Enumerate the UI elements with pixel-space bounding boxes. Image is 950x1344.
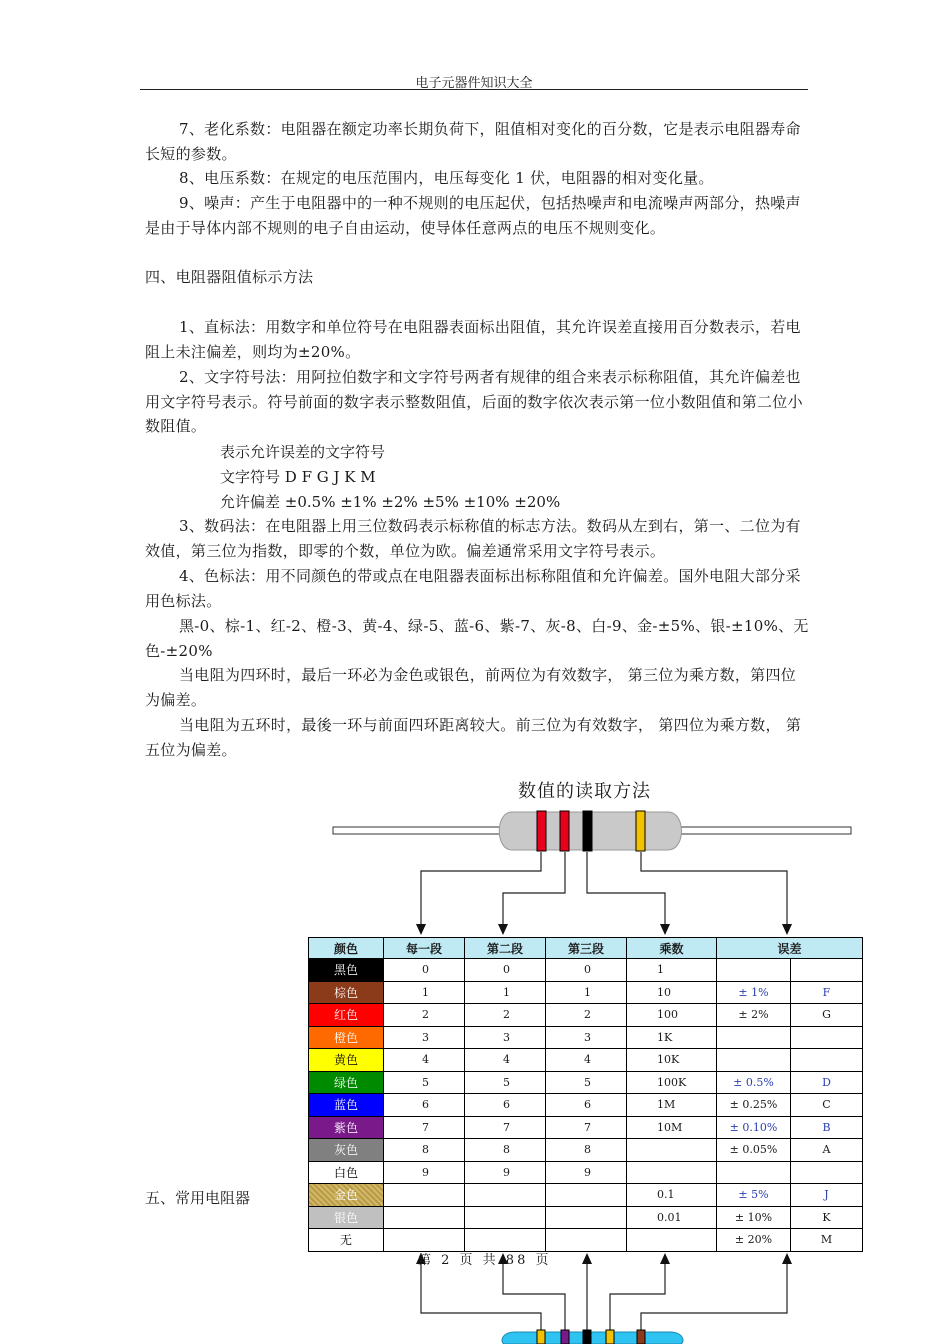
color-name-cell: 红色 (309, 1004, 384, 1027)
tolerance-cell (717, 1049, 791, 1072)
band2-cell: 6 (465, 1094, 546, 1117)
header-multiplier: 乘数 (627, 938, 717, 959)
color-name-cell: 金色 (309, 1184, 384, 1207)
sub-line-tolerances: 允许偏差 ±0.5% ±1% ±2% ±5% ±10% ±20% (220, 493, 561, 511)
header-band3: 第三段 (546, 938, 627, 959)
tolerance-code-cell: B (791, 1116, 863, 1139)
table-row (309, 981, 863, 1004)
tolerance-cell: ± 20% (717, 1229, 791, 1252)
band1-cell: 2 (384, 1004, 465, 1027)
multiplier-cell: 10 (627, 981, 717, 1004)
color-name-cell: 黑色 (309, 959, 384, 982)
band1-cell: 4 (384, 1049, 465, 1072)
para-code-method: 3、数码法：在电阻器上用三位数码表示标称值的标志方法。数码从左到右，第一、二位为有效值，第三位为指数，即零的个数，单位为欧。偏差通常采用文字符号表示。 (145, 517, 801, 560)
band3-cell: 5 (546, 1071, 627, 1094)
multiplier-cell: 1 (627, 959, 717, 982)
band2-cell: 3 (465, 1026, 546, 1049)
band2-cell: 8 (465, 1139, 546, 1162)
tolerance-cell (717, 1026, 791, 1049)
band2-cell: 5 (465, 1071, 546, 1094)
color-name-cell: 银色 (309, 1206, 384, 1229)
para-five-band: 当电阻为五环时，最後一环与前面四环距离较大。前三位为有效数字， 第四位为乘方数， 第五位为偏差。 (145, 716, 802, 759)
para-voltage-coefficient: 8、电压系数：在规定的电压范围内，电压每变化 1 伏，电阻器的相对变化量。 (179, 169, 714, 187)
color-name-cell: 蓝色 (309, 1094, 384, 1117)
band2-cell: 4 (465, 1049, 546, 1072)
tolerance-code-cell (791, 1049, 863, 1072)
band3-cell (546, 1229, 627, 1252)
table-header-row (309, 938, 863, 959)
para-color-list: 黑-0、棕-1、红-2、橙-3、黄-4、绿-5、蓝-6、紫-7、灰-8、白-9、金-±5%、银-±10%、无色-±20% (145, 617, 809, 660)
table-row (309, 1049, 863, 1072)
sub-line-symbols: 文字符号 D F G J K M (220, 468, 376, 486)
resistor-4-band (333, 811, 851, 851)
band3-cell: 2 (546, 1004, 627, 1027)
band3-cell: 6 (546, 1094, 627, 1117)
band3-cell: 1 (546, 981, 627, 1004)
table-row (309, 1071, 863, 1094)
tolerance-cell: ± 5% (717, 1184, 791, 1207)
tolerance-cell (717, 1161, 791, 1184)
color-code-table (308, 937, 863, 1252)
page-footer: 第 2 页 共 88 页 (418, 1253, 552, 1268)
band2-cell (465, 1184, 546, 1207)
tolerance-code-cell: D (791, 1071, 863, 1094)
color-name-cell: 无 (309, 1229, 384, 1252)
color-name-cell: 黄色 (309, 1049, 384, 1072)
band3-cell: 8 (546, 1139, 627, 1162)
table-row (309, 1026, 863, 1049)
multiplier-cell: 10K (627, 1049, 717, 1072)
multiplier-cell: 10M (627, 1116, 717, 1139)
multiplier-cell: 100 (627, 1004, 717, 1027)
tolerance-code-cell (791, 1026, 863, 1049)
color-name-cell: 橙色 (309, 1026, 384, 1049)
arrow-lines-bottom (421, 1262, 787, 1335)
tolerance-code-cell: K (791, 1206, 863, 1229)
band2-cell: 0 (465, 959, 546, 982)
tolerance-cell: ± 1% (717, 981, 791, 1004)
tolerance-code-cell: F (791, 981, 863, 1004)
multiplier-cell (627, 1229, 717, 1252)
band3-cell: 0 (546, 959, 627, 982)
band3-cell: 9 (546, 1161, 627, 1184)
section-heading-4: 四、电阻器阻值标示方法 (145, 268, 314, 286)
band3-cell (546, 1206, 627, 1229)
table-row (309, 1229, 863, 1252)
band2-cell (465, 1206, 546, 1229)
resistor-band-1 (537, 811, 546, 851)
para-symbol-method: 2、文字符号法：用阿拉伯数字和文字符号两者有规律的组合来表示标称阻值，其允许偏差也用文字符号表示。符号前面的数字表示整数阻值，后面的数字依次表示第一位小数阻值和第二位小数阻值。 (145, 368, 803, 436)
header-band2: 第二段 (465, 938, 546, 959)
multiplier-cell: 100K (627, 1071, 717, 1094)
multiplier-cell (627, 1139, 717, 1162)
para-noise: 9、噪声：产生于电阻器中的一种不规则的电压起伏，包括热噪声和电流噪声两部分，热噪声是由于导体内部不规则的电子自由运动，使导体任意两点的电压不规则变化。 (145, 194, 801, 237)
band2-cell (465, 1229, 546, 1252)
resistor-band-2 (560, 811, 569, 851)
tolerance-cell: ± 2% (717, 1004, 791, 1027)
color-name-cell: 紫色 (309, 1116, 384, 1139)
arrow-heads-top (416, 924, 792, 935)
band1-cell (384, 1206, 465, 1229)
band1-cell: 8 (384, 1139, 465, 1162)
color-name-cell: 白色 (309, 1161, 384, 1184)
tolerance-cell: ± 0.05% (717, 1139, 791, 1162)
band3-cell: 7 (546, 1116, 627, 1139)
band3-cell (546, 1184, 627, 1207)
table-row (309, 1116, 863, 1139)
resistor5-band-5 (637, 1330, 645, 1344)
resistor5-band-3 (583, 1330, 591, 1344)
band1-cell: 3 (384, 1026, 465, 1049)
band1-cell: 0 (384, 959, 465, 982)
resistor-band-4 (636, 811, 645, 851)
tolerance-cell: ± 0.25% (717, 1094, 791, 1117)
para-four-band: 当电阻为四环时，最后一环必为金色或银色，前两位为有效数字， 第三位为乘方数，第四位为偏差。 (145, 666, 797, 709)
band3-cell: 4 (546, 1049, 627, 1072)
band3-cell: 3 (546, 1026, 627, 1049)
header-band1: 每一段 (384, 938, 465, 959)
band2-cell: 1 (465, 981, 546, 1004)
figure-title: 数值的读取方法 (518, 781, 651, 802)
page-header-title: 电子元器件知识大全 (415, 76, 533, 91)
band1-cell (384, 1229, 465, 1252)
para-color-method: 4、色标法：用不同颜色的带或点在电阻器表面标出标称阻值和允许偏差。国外电阻大部分采用色标法。 (145, 567, 801, 610)
band2-cell: 7 (465, 1116, 546, 1139)
section-heading-5: 五、常用电阻器 (145, 1189, 251, 1207)
band1-cell: 1 (384, 981, 465, 1004)
multiplier-cell: 1M (627, 1094, 717, 1117)
resistor-5-band (502, 1330, 683, 1344)
multiplier-cell: 0.1 (627, 1184, 717, 1207)
band1-cell: 6 (384, 1094, 465, 1117)
tolerance-code-cell (791, 959, 863, 982)
band1-cell (384, 1184, 465, 1207)
multiplier-cell: 0.01 (627, 1206, 717, 1229)
band1-cell: 5 (384, 1071, 465, 1094)
tolerance-cell: ± 0.10% (717, 1116, 791, 1139)
color-name-cell: 绿色 (309, 1071, 384, 1094)
header-color: 颜色 (309, 938, 384, 959)
para-direct-method: 1、直标法：用数字和单位符号在电阻器表面标出阻值，其允许误差直接用百分数表示，若电阻上未注偏差，则均为±20%。 (145, 318, 801, 361)
tolerance-cell: ± 0.5% (717, 1071, 791, 1094)
tolerance-code-cell: C (791, 1094, 863, 1117)
para-aging-coefficient: 7、老化系数：电阻器在额定功率长期负荷下，阻值相对变化的百分数，它是表示电阻器寿命长短的参数。 (145, 120, 801, 163)
multiplier-cell: 1K (627, 1026, 717, 1049)
table-row (309, 1206, 863, 1229)
tolerance-code-cell: M (791, 1229, 863, 1252)
resistor5-band-2 (561, 1330, 569, 1344)
table-row (309, 1161, 863, 1184)
band2-cell: 2 (465, 1004, 546, 1027)
band1-cell: 9 (384, 1161, 465, 1184)
color-name-cell: 灰色 (309, 1139, 384, 1162)
tolerance-cell: ± 10% (717, 1206, 791, 1229)
tolerance-code-cell: A (791, 1139, 863, 1162)
resistor5-band-4 (606, 1330, 614, 1344)
resistor5-band-1 (537, 1330, 545, 1344)
table-row (309, 959, 863, 982)
color-name-cell: 棕色 (309, 981, 384, 1004)
header-tolerance: 误差 (717, 938, 863, 959)
band1-cell: 7 (384, 1116, 465, 1139)
tolerance-code-cell: G (791, 1004, 863, 1027)
band2-cell: 9 (465, 1161, 546, 1184)
table-row (309, 1184, 863, 1207)
table-row (309, 1094, 863, 1117)
arrow-lines-top (421, 852, 787, 925)
tolerance-cell (717, 959, 791, 982)
tolerance-code-cell: J (791, 1184, 863, 1207)
multiplier-cell (627, 1161, 717, 1184)
resistor-band-3 (583, 811, 592, 851)
tolerance-code-cell (791, 1161, 863, 1184)
sub-line-tolerance-symbols: 表示允许误差的文字符号 (220, 443, 386, 461)
table-row (309, 1004, 863, 1027)
table-row (309, 1139, 863, 1162)
